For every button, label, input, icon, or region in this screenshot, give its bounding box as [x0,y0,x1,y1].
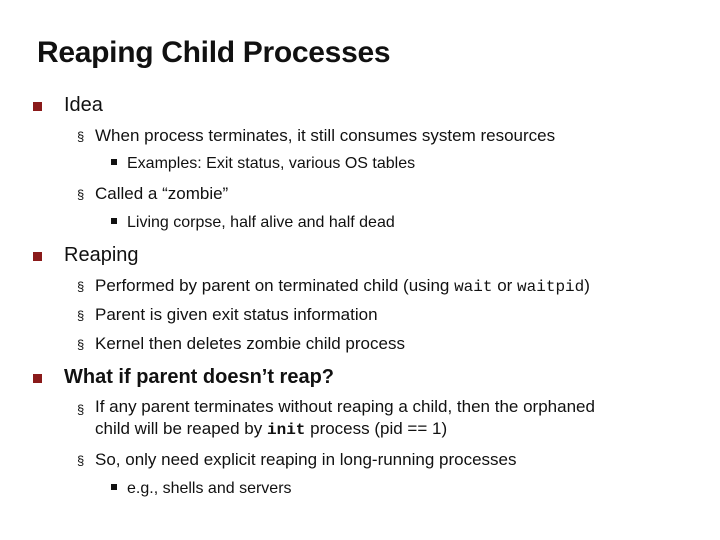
small-square-bullet-icon [111,159,117,165]
sub-bullet-text: child will be reaped by [95,419,267,438]
bullet-reaping [64,244,139,267]
sub-bullet [77,276,590,296]
sub-bullet [77,396,695,441]
sub-bullet-text: Performed by parent on terminated child (using [95,276,455,295]
sub-bullet-text: Called a “zombie” [95,184,229,203]
square-bullet-icon [33,252,42,261]
sub-sub-bullet-text: e.g., shells and servers [127,480,292,497]
bullet-what-if [64,366,334,389]
sub-bullet-text: Parent is given exit status information [95,305,378,324]
section-mark-bullet-icon: § [77,337,85,352]
small-square-bullet-icon [111,218,117,224]
sub-sub-bullet [127,480,292,498]
bullet-label: What if parent doesn’t reap? [64,366,335,388]
section-mark-bullet-icon: § [77,187,85,202]
sub-bullet [77,184,229,204]
sub-bullet-text: When process terminates, it still consumes system resources [95,126,556,145]
sub-bullet-text: So, only need explicit reaping in long-running processes [95,450,517,469]
section-mark-bullet-icon: § [77,453,85,468]
bullet-idea [64,94,103,117]
sub-bullet [77,126,556,146]
small-square-bullet-icon [111,484,117,490]
sub-bullet [77,305,378,325]
sub-sub-bullet-text: Living corpse, half alive and half dead [127,214,395,231]
code-wait: wait [454,278,493,296]
sub-bullet [77,450,517,470]
slide-title: Reaping Child Processes [37,36,391,69]
code-waitpid: waitpid [517,278,585,296]
sub-bullet-text: If any parent terminates without reaping a child, then the orphaned [95,397,595,416]
sub-sub-bullet-text: Examples: Exit status, various OS tables [127,155,416,172]
sub-bullet-text: ) [584,276,590,295]
sub-bullet [77,334,405,354]
code-init: init [266,421,306,439]
section-mark-bullet-icon: § [77,402,85,417]
section-mark-bullet-icon: § [77,129,85,144]
section-mark-bullet-icon: § [77,308,85,323]
square-bullet-icon [33,374,42,383]
sub-sub-bullet [127,214,395,232]
bullet-label: Reaping [64,244,139,266]
section-mark-bullet-icon: § [77,279,85,294]
square-bullet-icon [33,102,42,111]
sub-sub-bullet [127,155,415,173]
sub-bullet-text: process (pid == 1) [305,419,448,438]
sub-bullet-text: Kernel then deletes zombie child process [95,334,405,353]
bullet-label: Idea [64,94,103,116]
sub-bullet-text: or [492,276,518,295]
